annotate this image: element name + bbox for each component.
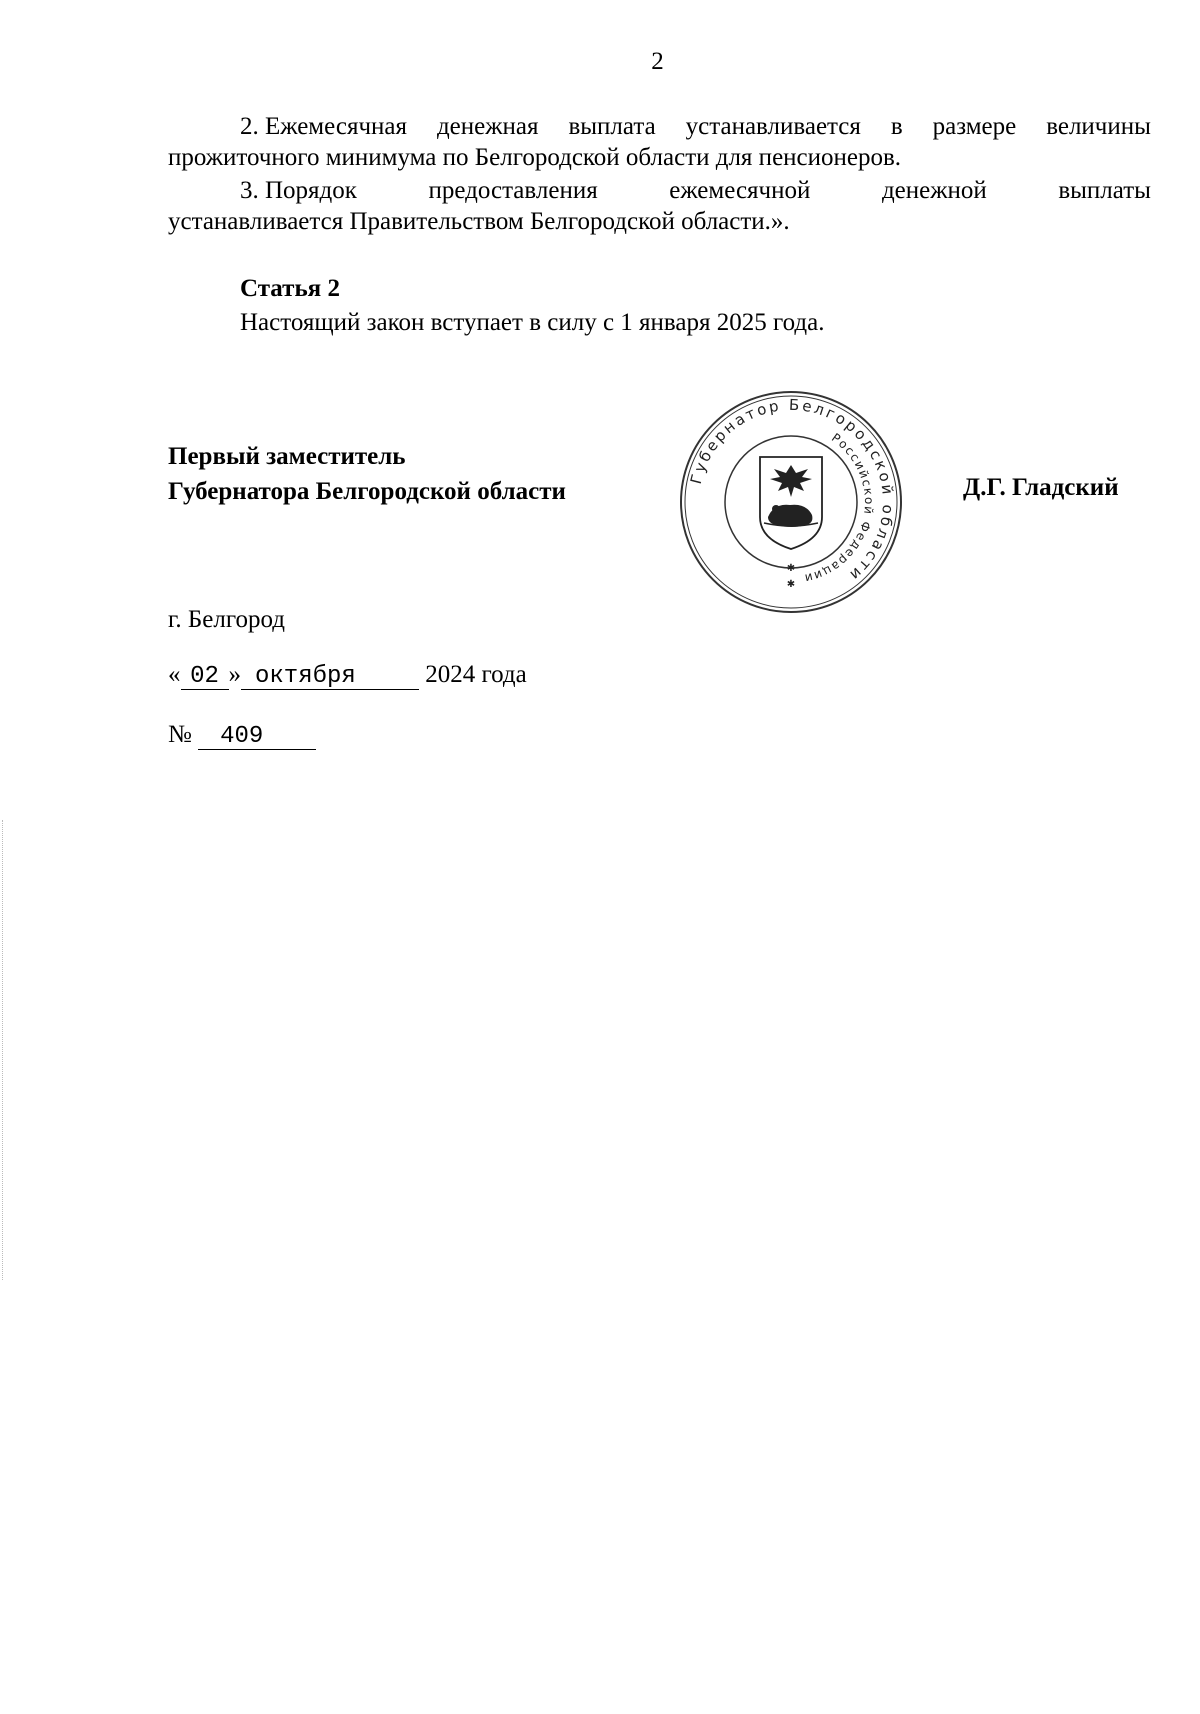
seal-star-icon: ✱ — [786, 563, 796, 574]
signatory-name: Д.Г. Гладский — [963, 474, 1119, 501]
seal-outer-text: Губернатор Белгородской области — [686, 395, 898, 586]
signatory-title — [168, 439, 566, 509]
paragraph-3-word: предоставления — [428, 177, 598, 204]
official-seal — [678, 389, 904, 615]
paragraph-2 — [168, 111, 1151, 173]
date-open-quote: « — [168, 661, 181, 688]
paragraph-3-word: ежемесячной — [669, 177, 811, 204]
document-number — [168, 721, 316, 750]
signing-date — [168, 661, 527, 690]
date-day: 02 — [181, 665, 229, 690]
paragraph-2-word: размере — [932, 113, 1017, 140]
paragraph-2-word: устанавливается — [685, 113, 861, 140]
paragraph-3 — [168, 175, 1151, 237]
seal-inner-text: Российской Федерации — [802, 430, 877, 586]
article-title: Статья 2 — [240, 275, 340, 302]
date-close-quote: » — [228, 661, 241, 688]
page-number: 2 — [651, 48, 664, 75]
document-number-value: 409 — [198, 725, 316, 750]
place-of-signing: г. Белгород — [168, 606, 285, 633]
seal-star-icon: ✱ — [786, 579, 796, 590]
article-text: Настоящий закон вступает в силу с 1 января 2025 года. — [240, 309, 825, 336]
paragraph-3-first-word-group — [168, 175, 357, 206]
paragraph-3-line-2: устанавливается Правительством Белгородской области.». — [168, 208, 790, 235]
paragraph-2-word: в — [890, 113, 903, 140]
paragraph-2-word: величины — [1046, 113, 1151, 140]
coat-of-arms-icon — [760, 457, 822, 549]
paragraph-2-line-2: прожиточного минимума по Белгородской области для пенсионеров. — [168, 144, 902, 171]
signatory-title-line-2: Губернатора Белгородской области — [168, 478, 566, 505]
paragraph-2-word: выплата — [568, 113, 656, 140]
date-month: октября — [241, 665, 419, 690]
paragraph-3-line-1 — [168, 175, 1151, 206]
paragraph-2-line-1 — [168, 111, 1151, 142]
paragraph-3-word: денежной — [881, 177, 987, 204]
paragraph-2-word: денежная — [436, 113, 539, 140]
paragraph-3-number: 3. — [240, 177, 259, 204]
paragraph-3-word: выплаты — [1058, 177, 1151, 204]
scan-edge-artifact — [2, 820, 5, 1280]
number-sign: № — [168, 721, 192, 748]
paragraph-2-number: 2. — [240, 113, 259, 140]
paragraph-2-word: Ежемесячная — [265, 113, 407, 140]
signatory-title-line-1: Первый заместитель — [168, 443, 406, 470]
paragraph-2-first-word-group — [168, 111, 407, 142]
date-year: 2024 года — [425, 661, 527, 688]
paragraph-3-word: Порядок — [265, 177, 357, 204]
